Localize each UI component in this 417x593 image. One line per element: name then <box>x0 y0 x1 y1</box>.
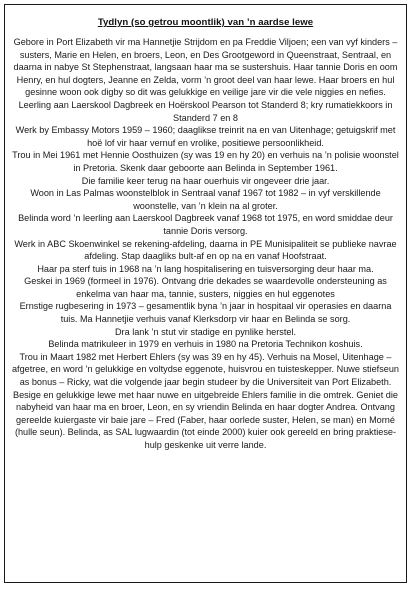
paragraph-belinda-matric: Belinda matrikuleer in 1979 en verhuis in 1980 na Pretoria Technikon koshuis. <box>48 339 363 350</box>
paragraph-father-death: Haar pa sterf tuis in 1968 na ’n lang hospitalisering en tuisversorging deur haar ma. <box>37 263 374 274</box>
paragraph-second-marriage: Trou in Maart 1982 met Herbert Ehlers (sy was 39 en hy 45). Verhuis na Mosel, Uitenhage – afgetree, en word ’n gelukkige en voltydse eggenote, huisvrou en tuisteskepper. Nuwe stiefseun as bonus – Ricky, wat die volgende jaar begin studeer by die Universiteit van Port Elizabeth. <box>11 351 400 388</box>
paragraph-schooling: Leerling aan Laerskool Dagbreek en Hoërskool Pearson tot Standerd 8; kry rumatiekkoors in Standerd 7 en 8 <box>18 99 393 123</box>
paragraph-birth-family: Gebore in Port Elizabeth vir ma Hannetjie Strijdom en pa Freddie Viljoen; een van vyf kinders – susters, Marie en Helen, en broers, Leon, en Des Grootgeword in Queenstraat, Sentraal, en daarna in nabye St Stephenstraat, langsaan haar ma se sustershuis. Haar tannie Doris en oom Henry, en hul dogters, Jeanne en Zelda, vorm ’n groot deel van haar lewe. Haar broers en hul gesinne woon ook digby so dit was gelukkige en veilige jare vir die vele niggies en nefies. <box>13 37 398 98</box>
document-title: Tydlyn (so getrou moontlik) van ’n aardse lewe <box>97 17 314 28</box>
paragraph-las-palmas: Woon in Las Palmas woonstelblok in Sentraal vanaf 1967 tot 1982 – in vyf verskillende woonstelle, van ’n klein na al groter. <box>30 188 381 211</box>
paragraph-recovery: Dra lank ’n stut vir stadige en pynlike herstel. <box>114 326 297 337</box>
paragraph-return-home: Die familie keer terug na haar ouerhuis vir ongeveer drie jaar. <box>81 175 330 186</box>
document-body <box>5 36 406 452</box>
paragraph-belinda-school: Belinda word ’n leerling aan Laerskool Dagbreek vanaf 1968 tot 1975, en word smiddae deur tannie Doris versorg. <box>18 213 393 236</box>
paragraph-back-injury: Ernstige rugbesering in 1973 – gesamentlik byna ’n jaar in hospitaal vir operasies en daarna tuis. Ma Hannetjie verhuis vanaf Klerksdorp vir haar en Belinda se sorg. <box>19 301 392 325</box>
paragraph-embassy-motors: Werk by Embassy Motors 1959 – 1960; daaglikse treinrit na en van Uitenhage; getuigskrif met hoë lof vir haar vernuf en vrolike, positiewe persoonlikheid. <box>15 125 396 148</box>
paragraph-divorce: Geskei in 1969 (formeel in 1976). Ontvang drie dekades se waardevolle ondersteuning as enkelma van haar ma, tannie, susters, niggies en hul eggenotes <box>24 276 387 299</box>
document-page <box>4 4 407 583</box>
paragraph-ehlers-family: Besige en gelukkige lewe met haar nuwe en uitgebreide Ehlers familie in die omtrek. Geniet die nabyheid van haar ma en broer, Leon, en sy vriendin Belinda en haar dogter Andrea. Ontvang gereelde kuiergaste vir baie jare – Fred (Faber, haar oorlede suster, Helen, se man) en Morné (hulle seun). Belinda, as SAL lugwaardin (tot einde 2000) kuier ook gereeld en bring praktiese-hulp geskenke uit verre lande. <box>13 389 398 450</box>
paragraph-abc-work: Werk in ABC Skoenwinkel se rekening-afdeling, daarna in PE Munisipaliteit se publieke navrae afdeling. Stap daagliks bult-af en op na en vanaf Hoofstraat. <box>14 238 397 262</box>
paragraph-first-marriage: Trou in Mei 1961 met Hennie Oosthuizen (sy was 19 en hy 20) en verhuis na ’n polisie woonstel in Pretoria. Skenk daar geboorte aan Belinda in September 1961. <box>12 150 399 173</box>
